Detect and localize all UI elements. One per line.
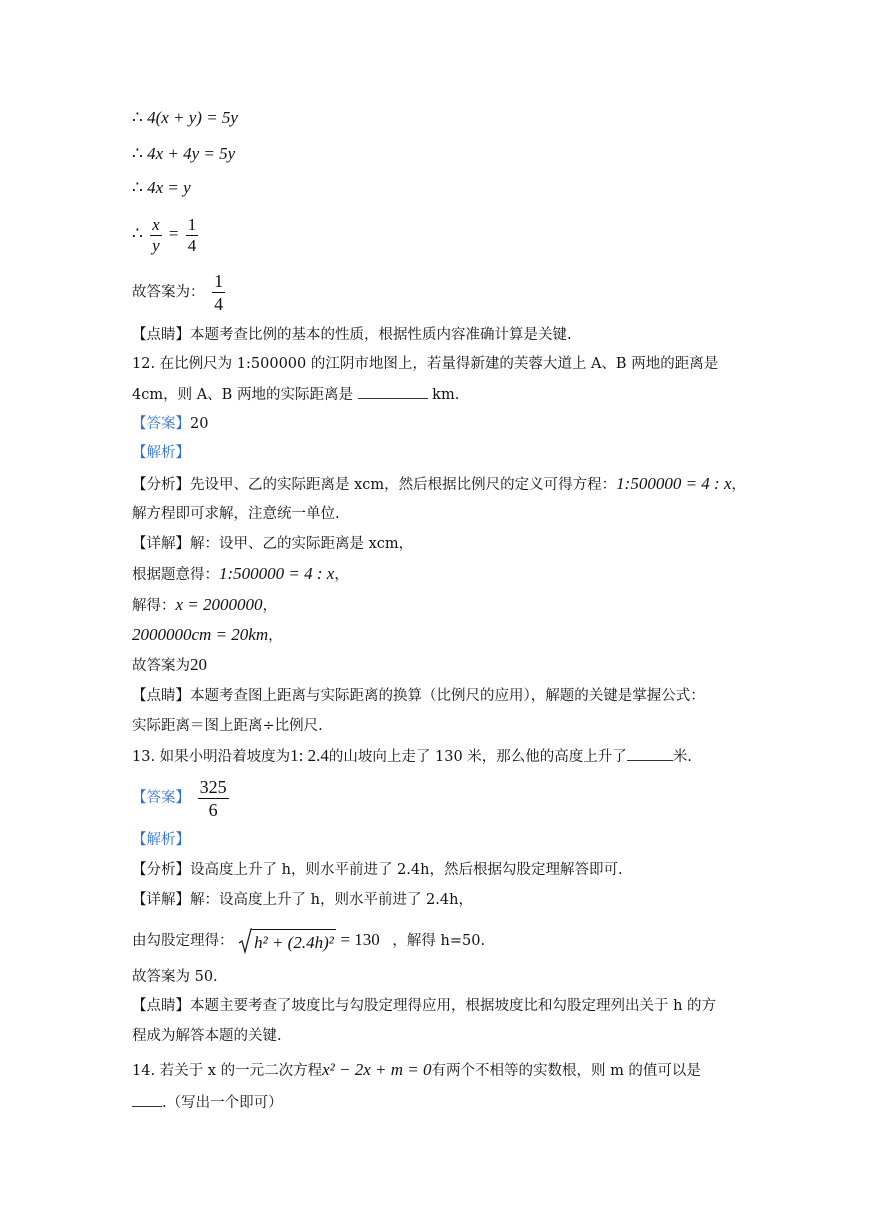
q12-answer — [132, 414, 208, 434]
therefore-symbol: ∴ — [132, 108, 143, 127]
fenxi-text-2: 解方程即可求解，注意统一单位. — [132, 506, 340, 522]
step-line-2 — [132, 144, 235, 164]
comment-tag: 【点睛】 — [132, 688, 190, 704]
fenxi-tag: 【分析】 — [132, 477, 190, 493]
fraction-x-over-y: $\frac{x}{y}$ — [152, 214, 160, 255]
final-value: 20 — [190, 655, 207, 674]
q11-comment — [132, 325, 572, 345]
therefore-symbol: ∴ — [132, 224, 143, 243]
step-line-3 — [132, 178, 191, 198]
answer-value: 20 — [190, 416, 209, 432]
radical-sign-icon — [238, 928, 252, 954]
q12-fenxi — [132, 474, 746, 495]
q13-answer — [132, 775, 232, 821]
comment-text: 本题考查图上距离与实际距离的换算（比例尺的应用），解题的关键是掌握公式： — [190, 688, 705, 704]
q14-question-text-2: 有两个不相等的实数根，则 m 的值可以是 — [431, 1063, 701, 1079]
q13-unit: 米. — [672, 749, 692, 765]
q13-comment — [132, 996, 716, 1016]
q12-xiangjie — [132, 534, 413, 554]
xiangjie-text: 解：设甲、乙的实际距离是 xcm， — [190, 536, 414, 552]
step-label: 解得： — [132, 598, 176, 614]
answer-blank — [132, 1092, 162, 1107]
step-label: 由勾股定理得： — [132, 933, 234, 949]
q13-question-text: 13. 如果小明沿着坡度为 — [132, 749, 291, 765]
step-line-1 — [132, 108, 238, 128]
square-root — [238, 928, 336, 954]
fenxi-text: 设高度上升了 h，则水平前进了 2.4h，然后根据勾股定理解答即可. — [190, 862, 623, 878]
q14-equation: x² − 2x + m = 0 — [322, 1060, 432, 1079]
equation-rhs: = 130 — [340, 930, 380, 949]
equation-2: 4x + 4y = 5y — [147, 144, 236, 163]
xiangjie-text: 解：设高度上升了 h，则水平前进了 2.4h， — [190, 892, 473, 908]
equation-1: 4(x + y) = 5y — [147, 108, 238, 127]
fenxi-text: 先设甲、乙的实际距离是 xcm，然后根据比例尺的定义可得方程： — [190, 477, 617, 493]
q14-question-text-3: .（写出一个即可） — [162, 1095, 283, 1111]
answer-fraction: $\frac{1}{4}$ — [214, 271, 224, 314]
answer-fraction: $\frac{325}{6}$ — [199, 776, 227, 820]
q12-step-3 — [132, 625, 283, 646]
comment-tag: 【点睛】 — [132, 998, 190, 1014]
q12-unit: km. — [427, 387, 460, 403]
q12-question-text: 12. 在比例尺为 1:500000 的江阴市地图上，若量得新建的芙蓉大道上 A、B 两地的距离是 — [132, 356, 719, 372]
q14-line-1 — [132, 1060, 701, 1081]
xiangjie-tag: 【详解】 — [132, 536, 190, 552]
step-equation: 2000000cm = 20km — [132, 625, 269, 644]
q12-comment — [132, 686, 705, 706]
q13-analysis — [132, 830, 190, 850]
answer-prefix: 故答案为： — [132, 284, 205, 301]
q12-question-text-2: 4cm，则 A、B 两地的实际距离是 — [132, 387, 358, 403]
equation-3: 4x = y — [147, 178, 191, 197]
q13-fenxi — [132, 860, 623, 880]
comment-text: 本题主要考查了坡度比与勾股定理得应用，根据坡度比和勾股定理列出关于 h 的方 — [190, 998, 717, 1014]
final-text: 故答案为 50. — [132, 969, 218, 985]
step-equation: x = 2000000 — [175, 595, 263, 614]
q13-line-1 — [132, 746, 692, 767]
punctuation: ， — [334, 567, 349, 583]
q14-line-2 — [132, 1092, 283, 1113]
answer-blank — [358, 384, 428, 399]
q13-question-text-2: 的山坡向上走了 130 米，那么他的高度上升了 — [328, 749, 627, 765]
answer-blank — [627, 746, 673, 761]
q12-final — [132, 655, 207, 676]
comment-text: 本题考查比例的基本的性质，根据性质内容准确计算是关键. — [190, 327, 572, 343]
q11-answer-line — [132, 270, 228, 315]
q12-line-1 — [132, 354, 718, 374]
final-label: 故答案为 — [132, 658, 190, 674]
fenxi-equation: 1:500000 = 4 : x — [616, 474, 732, 493]
fraction-one-quarter: $\frac{1}{4}$ — [187, 214, 197, 255]
step-equation: 1:500000 = 4 : x — [219, 564, 335, 583]
q12-step-1 — [132, 564, 349, 585]
step-label: 根据题意得： — [132, 567, 219, 583]
q13-step — [132, 920, 485, 961]
q13-xiangjie — [132, 890, 473, 910]
q13-comment-2 — [132, 1026, 282, 1046]
q12-analysis — [132, 443, 190, 463]
equals-sign: = — [168, 224, 179, 243]
therefore-symbol: ∴ — [132, 144, 143, 163]
fenxi-tag: 【分析】 — [132, 862, 190, 878]
punctuation: ， — [731, 477, 746, 493]
comment-tag: 【点睛】 — [132, 327, 190, 343]
q12-fenxi-2 — [132, 504, 340, 524]
q12-line-2 — [132, 384, 459, 405]
step-result: ，解得 h=50. — [392, 933, 486, 949]
punctuation: ， — [268, 628, 283, 644]
slope-ratio: 1: 2.4 — [290, 746, 329, 765]
radicand: h² + (2.4h)² — [252, 929, 336, 954]
q12-comment-2 — [132, 716, 323, 736]
xiangjie-tag: 【详解】 — [132, 892, 190, 908]
comment-text-2: 程成为解答本题的关键. — [132, 1028, 282, 1044]
analysis-tag: 【解析】 — [132, 832, 190, 848]
q13-final — [132, 967, 218, 987]
punctuation: ， — [262, 598, 278, 614]
q14-question-text: 14. 若关于 x 的一元二次方程 — [132, 1063, 323, 1079]
comment-text-2: 实际距离＝图上距离÷比例尺. — [132, 718, 323, 734]
therefore-symbol: ∴ — [132, 178, 143, 197]
step-line-4 — [132, 212, 201, 256]
analysis-tag: 【解析】 — [132, 445, 190, 461]
answer-tag: 【答案】 — [132, 790, 190, 806]
q12-step-2 — [132, 595, 277, 616]
answer-tag: 【答案】 — [132, 416, 190, 432]
